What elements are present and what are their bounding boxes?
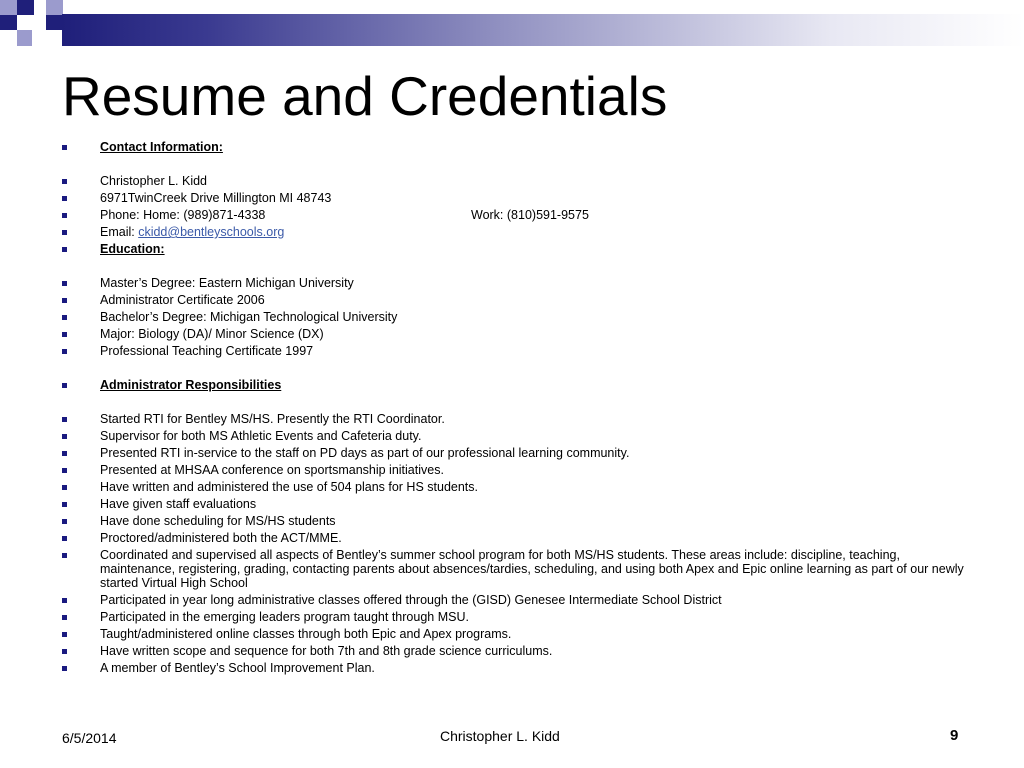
header-square [0,0,17,15]
header-square [0,15,17,30]
list-item [62,626,972,643]
list-item [62,326,972,343]
bullet-icon [62,315,67,320]
list-item [62,241,972,258]
bullet-icon [62,298,67,303]
bullet-icon [62,485,67,490]
list-item [62,479,972,496]
education-heading: Education: [100,242,165,256]
bullet-icon [62,230,67,235]
bullet-icon [62,615,67,620]
list-item [62,547,972,592]
bullet-icon [62,468,67,473]
bullet-icon [62,451,67,456]
bullet-icon [62,519,67,524]
responsibility-item: A member of Bentley’s School Improvement Plan. [100,661,375,675]
bullet-icon [62,666,67,671]
bullet-icon [62,179,67,184]
bullet-icon [62,502,67,507]
list-item [62,513,972,530]
education-item: Bachelor’s Degree: Michigan Technological University [100,310,398,324]
bullet-icon [62,417,67,422]
bullet-icon [62,536,67,541]
contact-name: Christopher L. Kidd [100,174,208,188]
list-item [62,530,972,547]
bullet-icon [62,213,67,218]
list-item [62,190,972,207]
responsibility-item: Coordinated and supervised all aspects of Bentley’s summer school program for both MS/HS students. These areas include: discipline, teaching, maintenance, registering, grading, contacting parents about absences/tardies, scheduling, and using both Apex and Epic online learning as part of our newly started Virtual High School [100,548,964,590]
list-spacer [62,258,972,275]
email-link[interactable]: ckidd@bentleyschools.org [138,225,285,239]
contact-phone-work: Work: (810)591-9575 [471,208,589,222]
bullet-icon [62,332,67,337]
education-item: Major: Biology (DA)/ Minor Science (DX) [100,327,324,341]
list-item [62,428,972,445]
list-spacer [62,394,972,411]
list-item [62,592,972,609]
responsibility-item: Have written and administered the use of 504 plans for HS students. [100,480,478,494]
bullet-icon [62,281,67,286]
contact-heading: Contact Information: [100,140,223,154]
list-item [62,377,972,394]
header-square [46,0,63,15]
header-square [32,30,62,46]
responsibility-item: Presented at MHSAA conference on sportsmanship initiatives. [100,463,444,477]
bullet-icon [62,649,67,654]
contact-address: 6971TwinCreek Drive Millington MI 48743 [100,191,332,205]
bullet-icon [62,598,67,603]
education-item: Professional Teaching Certificate 1997 [100,344,314,358]
list-item [62,643,972,660]
education-item: Administrator Certificate 2006 [100,293,265,307]
email-label: Email: [100,225,139,239]
list-item [62,224,972,241]
list-item [62,292,972,309]
footer-author: Christopher L. Kidd [440,728,560,744]
header-square [46,15,63,30]
responsibilities-heading: Administrator Responsibilities [100,378,282,392]
responsibility-item: Started RTI for Bentley MS/HS. Presently the RTI Coordinator. [100,412,445,426]
list-item [62,411,972,428]
bullet-icon [62,383,67,388]
bullet-list [62,139,972,677]
header-square [17,0,34,15]
slide-content [62,139,972,677]
list-spacer [62,360,972,377]
list-item [62,173,972,190]
responsibility-item: Have written scope and sequence for both 7th and 8th grade science curriculums. [100,644,553,658]
header-gradient-bar [62,14,1024,46]
bullet-icon [62,196,67,201]
footer-date: 6/5/2014 [62,730,117,746]
bullet-icon [62,247,67,252]
list-item [62,496,972,513]
responsibility-item: Taught/administered online classes through both Epic and Apex programs. [100,627,512,641]
list-item [62,462,972,479]
responsibility-item: Presented RTI in-service to the staff on PD days as part of our professional learning community. [100,446,630,460]
list-item [62,139,972,156]
responsibility-item: Participated in year long administrative classes offered through the (GISD) Genesee Intermediate School District [100,593,722,607]
responsibility-item: Participated in the emerging leaders program taught through MSU. [100,610,469,624]
education-item: Master’s Degree: Eastern Michigan University [100,276,354,290]
list-item [62,275,972,292]
responsibility-item: Supervisor for both MS Athletic Events and Cafeteria duty. [100,429,422,443]
bullet-icon [62,349,67,354]
list-spacer [62,156,972,173]
list-item [62,609,972,626]
list-item [62,207,972,224]
bullet-icon [62,632,67,637]
bullet-icon [62,145,67,150]
bullet-icon [62,434,67,439]
list-item [62,309,972,326]
list-item [62,343,972,360]
responsibility-item: Have given staff evaluations [100,497,257,511]
responsibility-item: Proctored/administered both the ACT/MME. [100,531,342,545]
contact-phone-home: Phone: Home: (989)871-4338 [100,208,266,222]
responsibility-item: Have done scheduling for MS/HS students [100,514,336,528]
list-item [62,445,972,462]
bullet-icon [62,553,67,558]
list-item [62,660,972,677]
header-square [17,15,34,30]
page-number: 9 [950,727,959,744]
slide-title: Resume and Credentials [62,65,668,127]
